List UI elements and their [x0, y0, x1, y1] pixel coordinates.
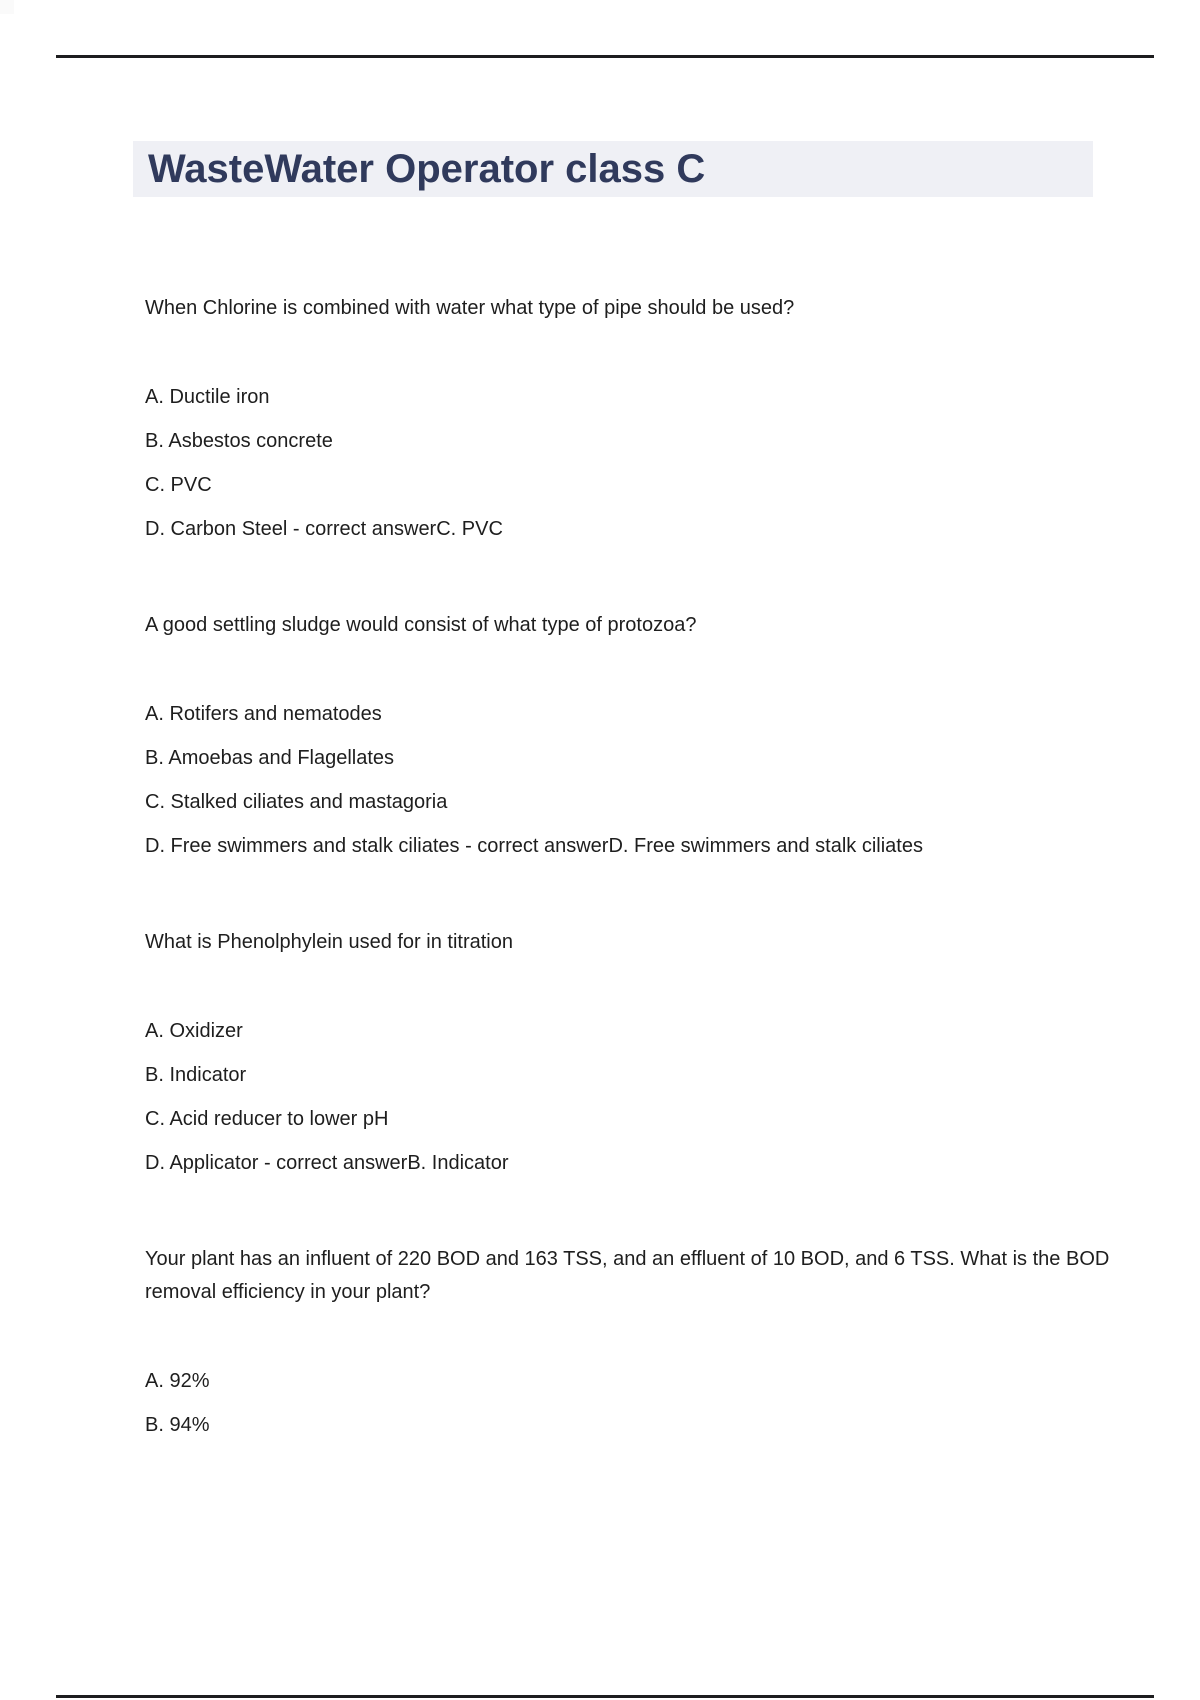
answer-option: B. Amoebas and Flagellates	[145, 747, 395, 769]
question-block	[145, 609, 1125, 863]
answer-option: C. Acid reducer to lower pH	[145, 1108, 389, 1130]
answer-option: B. Asbestos concrete	[145, 430, 333, 452]
answer-option: B. Indicator	[145, 1064, 247, 1086]
question-prompt: When Chlorine is combined with water what type of pipe should be used?	[145, 297, 795, 319]
question-block	[145, 926, 1125, 1180]
bottom-rule	[56, 1695, 1154, 1698]
question-prompt: A good settling sludge would consist of what type of protozoa?	[145, 614, 697, 636]
answer-option: A. Oxidizer	[145, 1020, 243, 1042]
question-block	[145, 292, 1125, 546]
answer-option: A. Ductile iron	[145, 386, 270, 408]
corner-artifact	[0, 0, 14, 14]
answer-option: D. Free swimmers and stalk ciliates - correct answerD. Free swimmers and stalk ciliates	[145, 835, 923, 857]
answer-option: D. Carbon Steel - correct answerC. PVC	[145, 518, 503, 540]
answer-option: C. PVC	[145, 474, 212, 496]
top-rule	[56, 55, 1154, 58]
answer-option: A. 92%	[145, 1370, 210, 1392]
answer-option: B. 94%	[145, 1414, 210, 1436]
answer-option: D. Applicator - correct answerB. Indicator	[145, 1152, 509, 1174]
answer-option: C. Stalked ciliates and mastagoria	[145, 791, 448, 813]
questions-list	[145, 292, 1125, 1442]
question-prompt: Your plant has an influent of 220 BOD and 163 TSS, and an effluent of 10 BOD, and 6 TSS. What is the BOD removal efficiency in your plant?	[145, 1248, 1110, 1303]
page-title: WasteWater Operator class C	[133, 141, 1093, 197]
answer-option: A. Rotifers and nematodes	[145, 703, 382, 725]
question-block	[145, 1243, 1125, 1442]
question-prompt: What is Phenolphylein used for in titration	[145, 931, 513, 953]
